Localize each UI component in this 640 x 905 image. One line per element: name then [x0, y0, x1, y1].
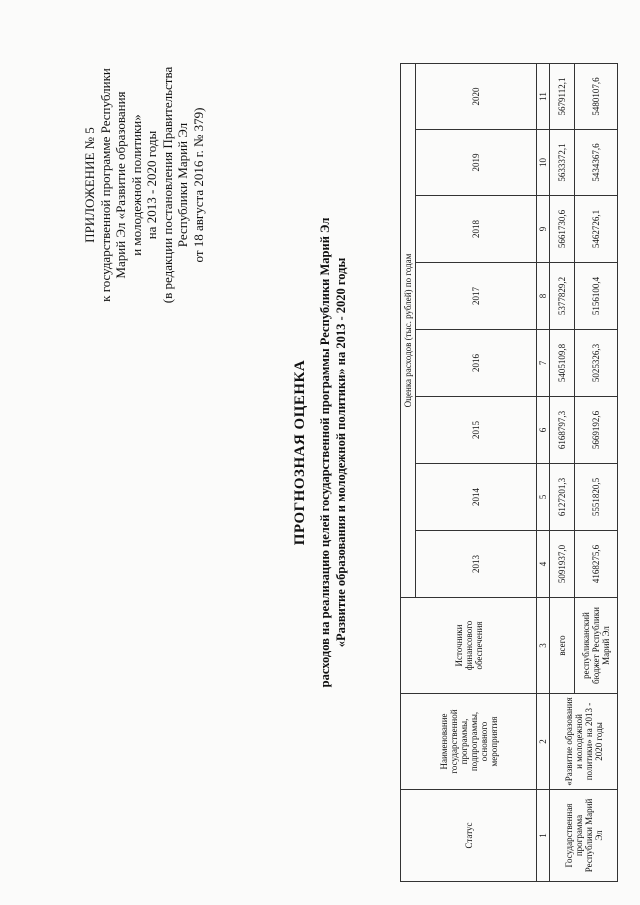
table-row: [550, 63, 575, 881]
document-subtitle: расходов на реализацию целей государственной программы Республики Марий Эл: [318, 217, 332, 688]
value-cell: 5377829,2: [550, 263, 575, 330]
row-status: Государственная программа Республики Марий Эл: [550, 790, 618, 882]
value-cell: 5156100,4: [575, 263, 618, 330]
column-number: 1: [537, 790, 550, 882]
header-row: [401, 63, 416, 881]
value-cell: 5480107,6: [575, 63, 618, 129]
column-number: 9: [537, 196, 550, 263]
appendix-line: к государственной программе Республики: [97, 68, 113, 302]
column-number: 10: [537, 130, 550, 196]
header-source: Источники финансового обеспечения: [401, 598, 537, 694]
header-year: 2019: [416, 130, 537, 196]
column-number-row: [537, 63, 550, 881]
appendix-block: [82, 45, 206, 325]
header-year: 2016: [416, 330, 537, 397]
value-cell: 5434367,6: [575, 130, 618, 196]
column-number: 6: [537, 397, 550, 464]
header-year: 2015: [416, 397, 537, 464]
column-number: 3: [537, 598, 550, 694]
value-cell: 5405109,8: [550, 330, 575, 397]
appendix-line: Марий Эл «Развитие образования: [113, 91, 128, 279]
header-year: 2017: [416, 263, 537, 330]
value-cell: 5025326,3: [575, 330, 618, 397]
source-budget-label: республиканский бюджет Республики Марий Эл: [575, 598, 618, 694]
column-number: 2: [537, 694, 550, 790]
value-cell: 5551820,5: [575, 464, 618, 531]
header-year: 2013: [416, 531, 537, 598]
appendix-line: и молодежной политики»: [128, 114, 144, 256]
value-cell: 5679112,1: [550, 63, 575, 129]
appendix-line: от 18 августа 2016 г. № 379): [190, 107, 206, 263]
value-cell: 5091937,0: [550, 531, 575, 598]
column-number: 5: [537, 464, 550, 531]
value-cell: 6168797,3: [550, 397, 575, 464]
value-cell: 6127201,3: [550, 464, 575, 531]
header-year: 2014: [416, 464, 537, 531]
value-cell: 5462726,1: [575, 196, 618, 263]
value-cell: 5661730,6: [550, 196, 575, 263]
document-subtitle-program: «Развитие образования и молодежной политики» на 2013 - 2020 годы: [334, 257, 348, 648]
value-cell: 5669192,6: [575, 397, 618, 464]
column-number: 8: [537, 263, 550, 330]
appendix-line: (в редакции постановления Правительства: [159, 66, 175, 304]
expense-estimate-table: [400, 63, 618, 882]
appendix-line: ПРИЛОЖЕНИЕ № 5: [82, 127, 97, 243]
source-total-label: всего: [550, 598, 575, 694]
document-title: ПРОГНОЗНАЯ ОЦЕНКА: [292, 359, 308, 546]
header-year: 2018: [416, 196, 537, 263]
header-status: Статус: [401, 790, 537, 882]
value-cell: 5633372,1: [550, 130, 575, 196]
row-program-name: «Развитие образования и молодежной политики» на 2013 - 2020 годы: [550, 694, 618, 790]
header-year: 2020: [416, 63, 537, 129]
column-number: 11: [537, 63, 550, 129]
appendix-line: Республики Марий Эл: [175, 122, 190, 248]
column-number: 4: [537, 531, 550, 598]
column-number: 7: [537, 330, 550, 397]
header-name: Наименование государственной программы, подпрограммы, основного мероприятия: [401, 694, 537, 790]
appendix-line: на 2013 - 2020 годы: [144, 130, 159, 240]
value-cell: 4168275,6: [575, 531, 618, 598]
header-estimate: Оценка расходов (тыс. рублей) по годам: [401, 63, 416, 597]
